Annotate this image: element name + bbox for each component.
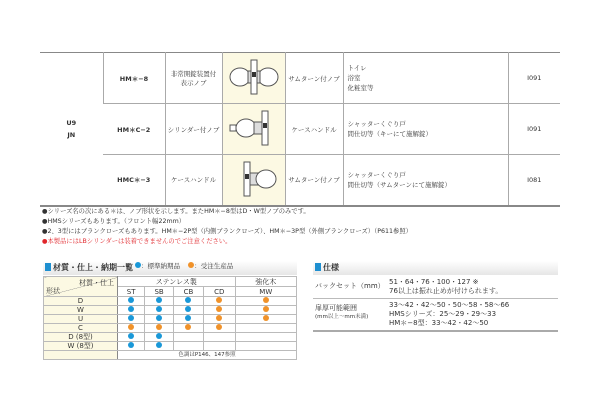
- shape-name: D: [44, 297, 118, 306]
- material-row: [44, 333, 297, 342]
- availability-cell: [118, 333, 145, 342]
- order-dot-icon: [216, 315, 222, 321]
- inside-type: 非常開錠装置付 表示ノブ: [165, 53, 222, 104]
- page-ref: I081: [508, 155, 560, 206]
- usage: [343, 53, 508, 104]
- column-header: MW: [235, 287, 296, 297]
- availability-cell: [173, 324, 203, 333]
- availability-cell: [118, 297, 145, 306]
- availability-cell: [145, 342, 174, 351]
- legend-standard: ：標準納期品: [141, 262, 180, 270]
- standard-dot-icon: [156, 315, 162, 321]
- availability-cell: [118, 342, 145, 351]
- page-ref: I091: [508, 53, 560, 104]
- usage-item: 間仕切等（サムターンにて施解錠）: [347, 180, 452, 189]
- availability-cell: [145, 306, 174, 315]
- standard-dot-icon: [128, 342, 134, 348]
- standard-dot-icon: [128, 297, 134, 303]
- usage: [343, 155, 508, 206]
- column-header: ST: [118, 287, 145, 297]
- availability-cell: [235, 297, 296, 306]
- materials-title: 材質・仕上・納期一覧: [53, 263, 133, 272]
- corner-bottom: 形状: [46, 286, 60, 295]
- shape-name: W: [44, 306, 118, 315]
- availability-cell: [235, 324, 296, 333]
- standard-dot-icon: [156, 306, 162, 312]
- usage-item: 浴室: [347, 74, 361, 82]
- lock-illustration: [222, 155, 285, 206]
- order-dot-icon: [216, 297, 222, 303]
- availability-cell: [203, 315, 235, 324]
- standard-dot-icon: [156, 297, 162, 303]
- usage: [343, 104, 508, 155]
- standard-dot-icon: [156, 342, 162, 348]
- material-row: [44, 297, 297, 306]
- square-icon: [315, 263, 321, 271]
- material-row: [44, 342, 297, 351]
- legend-order: ：受注生産品: [194, 262, 234, 270]
- note: ●2、3型にはブランクローズもあります。HM＊−2P型（内側ブランクローズ）、HM＊−3P型（外側ブランクローズ）（P611参照）: [42, 228, 412, 235]
- availability-cell: [145, 315, 174, 324]
- availability-cell: [118, 315, 145, 324]
- spec-heading: [313, 261, 558, 275]
- model-name: HM＊C−2: [103, 104, 165, 155]
- group-stainless: ステンレス製: [118, 277, 236, 287]
- standard-dot-icon: [128, 315, 134, 321]
- availability-cell: [173, 297, 203, 306]
- usage-item: トイレ: [347, 64, 367, 72]
- legend: [135, 261, 233, 270]
- backset-label: バックセット（mm）: [313, 276, 387, 299]
- door-label: 扉厚可能範囲: [315, 304, 357, 312]
- standard-dot-icon: [185, 306, 191, 312]
- inside-type: ケースハンドル: [165, 155, 222, 206]
- availability-cell: [173, 306, 203, 315]
- availability-cell: [203, 342, 235, 351]
- inside-type: シリンダー付ノブ: [165, 104, 222, 155]
- standard-dot-icon: [128, 306, 134, 312]
- outside-type: ケースハンドル: [285, 104, 343, 155]
- usage-item: 化粧室等: [347, 84, 374, 92]
- note-warning: ●本製品にはLBシリンダーは装着できませんのでご注意ください。: [42, 238, 232, 245]
- outside-type: サムターン付ノブ: [285, 53, 343, 104]
- standard-dot-icon: [128, 333, 134, 339]
- corner-header: [44, 277, 118, 297]
- availability-cell: [173, 342, 203, 351]
- order-dot-icon: [185, 324, 191, 330]
- availability-cell: [118, 306, 145, 315]
- door-value: 33〜42・42〜50・50〜58・58〜66: [389, 301, 510, 309]
- availability-cell: [203, 297, 235, 306]
- shape-name: W (8型): [44, 342, 118, 351]
- standard-dot-icon: [185, 315, 191, 321]
- column-header: CD: [203, 287, 235, 297]
- order-dot-icon: [263, 297, 269, 303]
- model-name: HMC＊−3: [117, 176, 151, 185]
- color-footnote: 色調はP146、147参照: [118, 351, 297, 360]
- spec-title: 仕様: [323, 263, 339, 272]
- availability-cell: [173, 333, 203, 342]
- material-row: [44, 306, 297, 315]
- order-dot-icon: [128, 324, 134, 330]
- series-name: U9 JN: [40, 53, 103, 206]
- order-dot-icon: [263, 306, 269, 312]
- usage-item: 間仕切等（キーにて施解錠）: [347, 130, 432, 138]
- backset-values: 51・64・76・100・127 ※: [389, 278, 479, 286]
- standard-dot-icon: [156, 333, 162, 339]
- lock-illustration: [222, 104, 285, 155]
- availability-cell: [203, 306, 235, 315]
- shape-name: U: [44, 315, 118, 324]
- backset-note: 76以上は振れ止めが付けられます。: [389, 287, 503, 295]
- product-row: [40, 155, 560, 206]
- note: ●HMSシリーズもあります。（フロント幅22mm）: [42, 218, 186, 225]
- material-row: [44, 324, 297, 333]
- usage-item: シャッターくぐり戸: [347, 170, 406, 179]
- availability-cell: [235, 306, 296, 315]
- shape-name: D (8型): [44, 333, 118, 342]
- order-dot-icon: [216, 324, 222, 330]
- order-dot-icon: [156, 324, 162, 330]
- availability-cell: [203, 333, 235, 342]
- shape-name: C: [44, 324, 118, 333]
- square-icon: [45, 263, 51, 271]
- group-wood: 強化木: [235, 277, 296, 287]
- column-header: SB: [145, 287, 174, 297]
- availability-cell: [145, 297, 174, 306]
- availability-cell: [203, 324, 235, 333]
- corner-top: 材質・仕上: [79, 278, 114, 287]
- outside-type: サムターン付ノブ: [285, 155, 343, 206]
- product-table: [40, 52, 560, 207]
- door-value: HM＊−8型：33〜42・42〜50: [389, 319, 489, 327]
- product-row: [40, 104, 560, 155]
- model-name: HM＊−8: [103, 53, 165, 104]
- lock-illustration: [222, 53, 285, 104]
- availability-cell: [173, 315, 203, 324]
- product-row: [40, 53, 560, 104]
- notes: [42, 207, 412, 247]
- usage-item: シャッターくぐり戸: [347, 120, 406, 128]
- page-ref: I091: [508, 104, 560, 155]
- materials-table: [43, 276, 297, 360]
- availability-cell: [235, 333, 296, 342]
- availability-cell: [235, 315, 296, 324]
- column-header: CB: [173, 287, 203, 297]
- order-dot-icon: [216, 306, 222, 312]
- availability-cell: [118, 324, 145, 333]
- note: ●シリーズ名の次にある＊は、ノブ形状を示します。またHM＊−8型はD・W型ノブのみです。: [42, 208, 310, 215]
- door-sublabel: (mm以上〜mm未満): [315, 314, 369, 320]
- order-dot-icon: [263, 315, 269, 321]
- material-row: [44, 315, 297, 324]
- door-value: HMSシリーズ：25〜29・29〜33: [389, 310, 497, 318]
- availability-cell: [235, 342, 296, 351]
- availability-cell: [145, 333, 174, 342]
- availability-cell: [145, 324, 174, 333]
- standard-dot-icon: [185, 297, 191, 303]
- empty-cell: [44, 351, 118, 360]
- spec-table: [313, 276, 558, 332]
